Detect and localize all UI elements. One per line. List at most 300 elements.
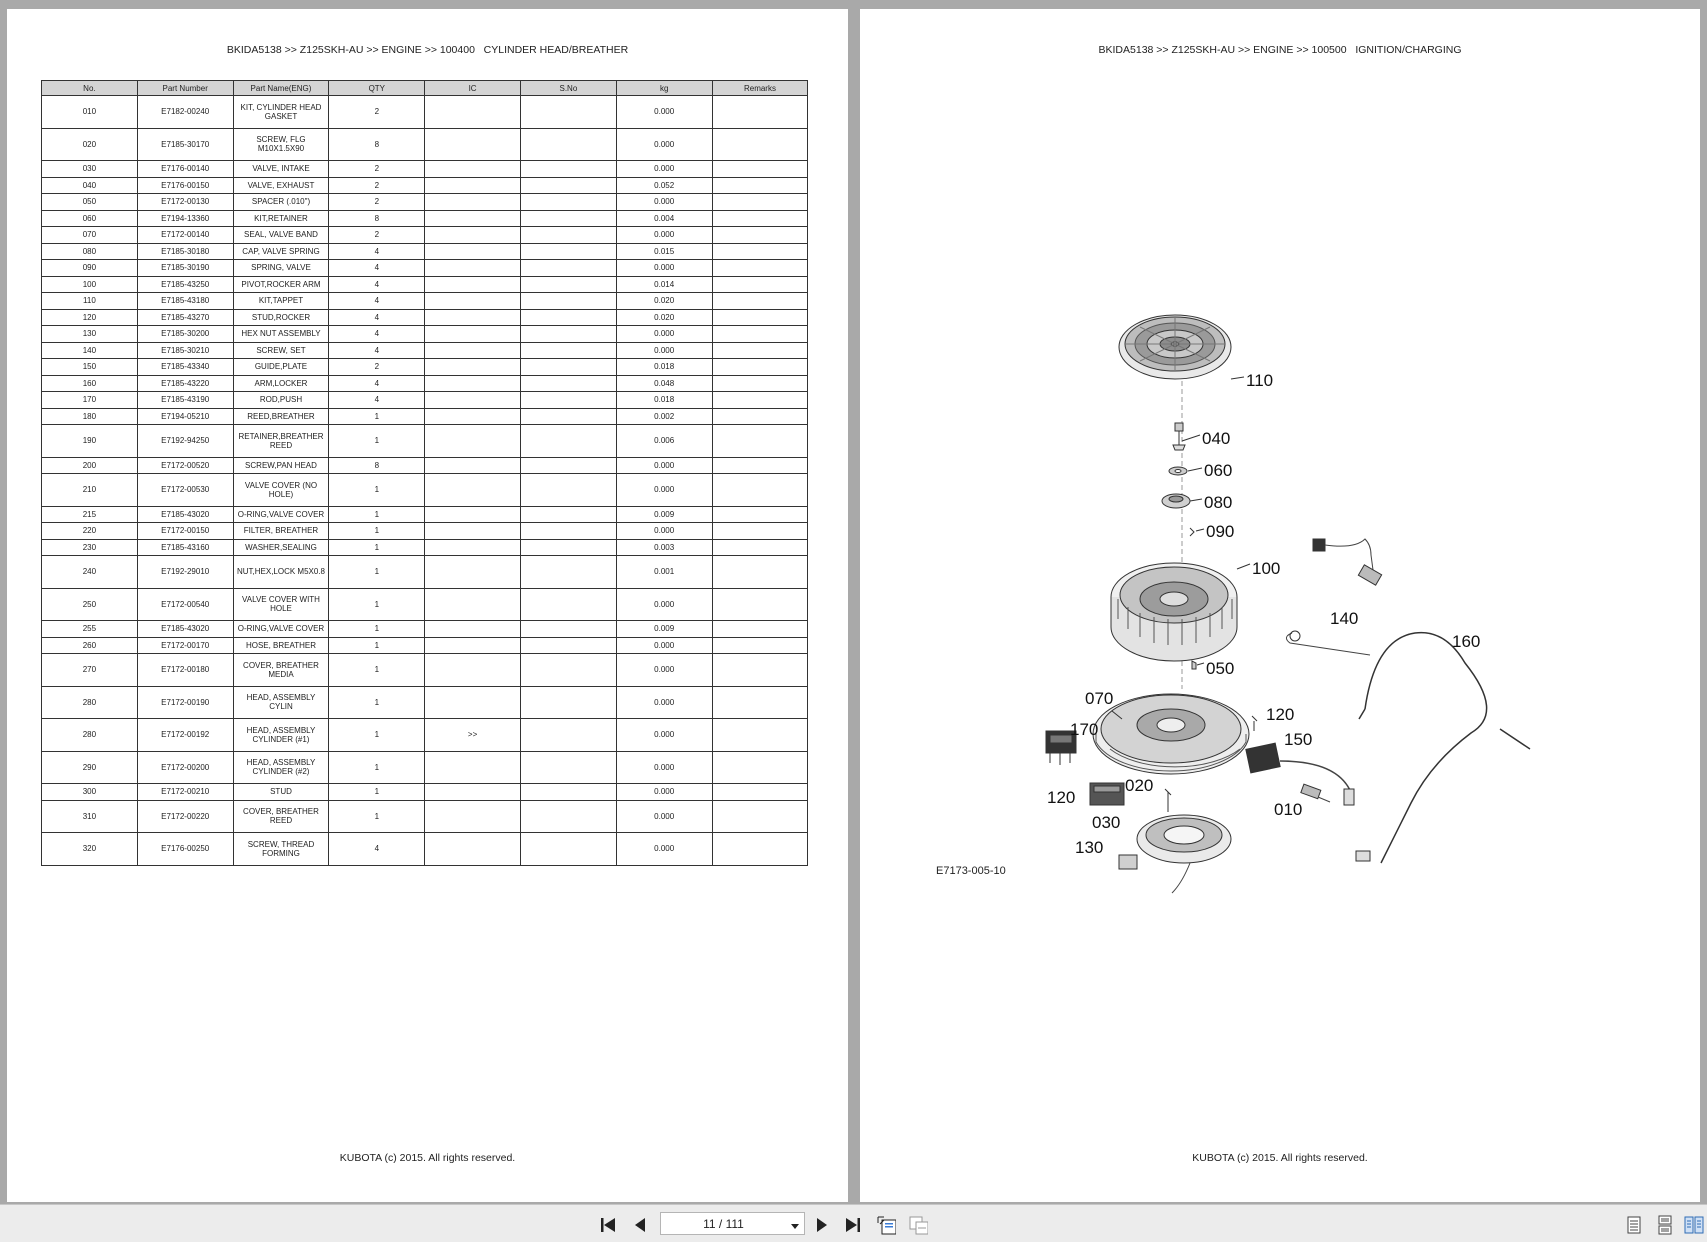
cell-weight: 0.018 xyxy=(616,359,712,376)
table-row xyxy=(42,686,808,719)
cell-qty: 1 xyxy=(329,425,425,458)
cell-sno xyxy=(520,210,616,227)
cell-part-name: HEAD, ASSEMBLY CYLINDER (#2) xyxy=(233,751,329,784)
column-header: QTY xyxy=(329,81,425,96)
cell-part-name: VALVE COVER (NO HOLE) xyxy=(233,474,329,507)
cell-weight: 0.014 xyxy=(616,276,712,293)
part-screw xyxy=(1165,789,1171,812)
cell-ic xyxy=(425,588,521,621)
table-row xyxy=(42,326,808,343)
cell-item-no: 230 xyxy=(42,539,138,556)
cell-part-number: E7176-00250 xyxy=(137,833,233,866)
cell-part-number: E7185-43220 xyxy=(137,375,233,392)
cell-weight: 0.000 xyxy=(616,326,712,343)
cell-part-name: VALVE COVER WITH HOLE xyxy=(233,588,329,621)
cell-part-name: NUT,HEX,LOCK M5X0.8 xyxy=(233,556,329,589)
cell-part-number: E7185-43020 xyxy=(137,621,233,638)
first-page-icon[interactable] xyxy=(598,1215,618,1235)
cell-ic xyxy=(425,751,521,784)
cell-sno xyxy=(520,506,616,523)
cell-part-number: E7185-43020 xyxy=(137,506,233,523)
cell-item-no: 310 xyxy=(42,800,138,833)
cell-weight: 0.000 xyxy=(616,96,712,129)
cell-qty: 1 xyxy=(329,686,425,719)
cell-remarks xyxy=(712,260,808,277)
cell-weight: 0.000 xyxy=(616,342,712,359)
cell-part-name: HOSE, BREATHER xyxy=(233,637,329,654)
cell-qty: 4 xyxy=(329,342,425,359)
table-row xyxy=(42,210,808,227)
callout-label: 130 xyxy=(1075,838,1104,857)
cell-weight: 0.004 xyxy=(616,210,712,227)
cell-item-no: 140 xyxy=(42,342,138,359)
table-row xyxy=(42,588,808,621)
cell-sno xyxy=(520,96,616,129)
diagram-reference-code: E7173-005-10 xyxy=(936,865,1006,877)
fit-page-icon[interactable] xyxy=(876,1215,896,1235)
cell-part-number: E7185-43160 xyxy=(137,539,233,556)
cell-part-name: RETAINER,BREATHER REED xyxy=(233,425,329,458)
cell-qty: 8 xyxy=(329,210,425,227)
cell-part-number: E7172-00180 xyxy=(137,654,233,687)
cell-remarks xyxy=(712,621,808,638)
cell-qty: 1 xyxy=(329,621,425,638)
cell-part-name: HEAD, ASSEMBLY CYLIN xyxy=(233,686,329,719)
cell-qty: 2 xyxy=(329,359,425,376)
cell-weight: 0.000 xyxy=(616,128,712,161)
cell-sno xyxy=(520,276,616,293)
cell-remarks xyxy=(712,457,808,474)
cell-remarks xyxy=(712,359,808,376)
cell-part-name: KIT,RETAINER xyxy=(233,210,329,227)
page-indicator: 11 / 111 xyxy=(703,1217,744,1231)
cell-qty: 4 xyxy=(329,293,425,310)
cell-weight: 0.000 xyxy=(616,686,712,719)
parts-table xyxy=(41,80,808,866)
cell-weight: 0.020 xyxy=(616,293,712,310)
cell-sno xyxy=(520,654,616,687)
cell-qty: 4 xyxy=(329,260,425,277)
table-row xyxy=(42,719,808,752)
table-row xyxy=(42,392,808,409)
column-header: Remarks xyxy=(712,81,808,96)
cell-qty: 1 xyxy=(329,523,425,540)
cell-sno xyxy=(520,326,616,343)
cell-ic xyxy=(425,260,521,277)
cell-sno xyxy=(520,425,616,458)
cell-part-number: E7172-00200 xyxy=(137,751,233,784)
cell-part-number: E7185-43270 xyxy=(137,309,233,326)
cell-remarks xyxy=(712,408,808,425)
table-row xyxy=(42,177,808,194)
cell-remarks xyxy=(712,227,808,244)
cell-sno xyxy=(520,474,616,507)
cell-remarks xyxy=(712,506,808,523)
part-small-clip xyxy=(1119,855,1137,869)
table-row xyxy=(42,506,808,523)
cell-weight: 0.000 xyxy=(616,588,712,621)
cell-ic xyxy=(425,309,521,326)
cell-weight: 0.009 xyxy=(616,506,712,523)
chevron-down-icon[interactable] xyxy=(790,1219,800,1233)
cell-ic xyxy=(425,276,521,293)
cell-ic: >> xyxy=(425,719,521,752)
cell-part-name: CAP, VALVE SPRING xyxy=(233,243,329,260)
cell-remarks xyxy=(712,654,808,687)
cell-part-name: ROD,PUSH xyxy=(233,392,329,409)
cell-sno xyxy=(520,408,616,425)
cell-part-number: E7194-05210 xyxy=(137,408,233,425)
cell-part-name: REED,BREATHER xyxy=(233,408,329,425)
cell-qty: 4 xyxy=(329,243,425,260)
cell-item-no: 200 xyxy=(42,457,138,474)
cell-ic xyxy=(425,621,521,638)
cell-ic xyxy=(425,96,521,129)
table-row xyxy=(42,556,808,589)
cell-qty: 4 xyxy=(329,309,425,326)
cell-qty: 4 xyxy=(329,833,425,866)
table-row xyxy=(42,408,808,425)
cell-part-name: SPRING, VALVE xyxy=(233,260,329,277)
cell-qty: 2 xyxy=(329,96,425,129)
cell-item-no: 050 xyxy=(42,194,138,211)
cell-weight: 0.000 xyxy=(616,719,712,752)
cell-ic xyxy=(425,408,521,425)
cell-qty: 1 xyxy=(329,539,425,556)
cell-part-number: E7185-43250 xyxy=(137,276,233,293)
cell-part-name: VALVE, INTAKE xyxy=(233,161,329,178)
cell-part-number: E7172-00192 xyxy=(137,719,233,752)
cell-weight: 0.000 xyxy=(616,833,712,866)
cell-ic xyxy=(425,833,521,866)
cell-qty: 1 xyxy=(329,588,425,621)
cell-qty: 1 xyxy=(329,637,425,654)
part-flywheel-nut xyxy=(1173,423,1185,450)
cell-sno xyxy=(520,784,616,801)
cell-qty: 2 xyxy=(329,227,425,244)
table-row xyxy=(42,800,808,833)
cell-remarks xyxy=(712,210,808,227)
cell-item-no: 110 xyxy=(42,293,138,310)
part-flywheel-key xyxy=(1192,661,1196,669)
cell-part-name: SPACER (.010") xyxy=(233,194,329,211)
table-row xyxy=(42,833,808,866)
cell-qty: 1 xyxy=(329,556,425,589)
cell-part-number: E7172-00150 xyxy=(137,523,233,540)
cell-remarks xyxy=(712,719,808,752)
cell-part-name: FILTER, BREATHER xyxy=(233,523,329,540)
cell-remarks xyxy=(712,96,808,129)
cell-remarks xyxy=(712,161,808,178)
cell-weight: 0.000 xyxy=(616,227,712,244)
cell-weight: 0.009 xyxy=(616,621,712,638)
cell-item-no: 210 xyxy=(42,474,138,507)
cell-part-number: E7172-00530 xyxy=(137,474,233,507)
cell-remarks xyxy=(712,523,808,540)
cell-weight: 0.002 xyxy=(616,408,712,425)
cell-item-no: 280 xyxy=(42,719,138,752)
part-ignition-coil xyxy=(1246,743,1354,805)
two-page-view-icon[interactable] xyxy=(1684,1215,1704,1235)
cell-sno xyxy=(520,751,616,784)
table-row xyxy=(42,227,808,244)
column-header: No. xyxy=(42,81,138,96)
cell-sno xyxy=(520,260,616,277)
cell-ic xyxy=(425,359,521,376)
cell-remarks xyxy=(712,751,808,784)
cell-part-number: E7192-94250 xyxy=(137,425,233,458)
cell-weight: 0.000 xyxy=(616,194,712,211)
cell-item-no: 190 xyxy=(42,425,138,458)
callout-label: 120 xyxy=(1047,788,1076,807)
cell-ic xyxy=(425,243,521,260)
cell-remarks xyxy=(712,326,808,343)
cell-weight: 0.000 xyxy=(616,457,712,474)
cell-weight: 0.000 xyxy=(616,751,712,784)
cell-part-name: O-RING,VALVE COVER xyxy=(233,506,329,523)
cell-item-no: 280 xyxy=(42,686,138,719)
cell-weight: 0.015 xyxy=(616,243,712,260)
cell-weight: 0.048 xyxy=(616,375,712,392)
cell-ic xyxy=(425,194,521,211)
cell-item-no: 170 xyxy=(42,392,138,409)
table-row xyxy=(42,751,808,784)
callout-label: 060 xyxy=(1204,461,1233,480)
table-row xyxy=(42,359,808,376)
cell-part-name: KIT,TAPPET xyxy=(233,293,329,310)
cell-ic xyxy=(425,523,521,540)
cell-qty: 2 xyxy=(329,161,425,178)
single-page-view-icon[interactable] xyxy=(1624,1215,1644,1235)
page-footer: KUBOTA (c) 2015. All rights reserved. xyxy=(1192,1152,1368,1164)
cell-sno xyxy=(520,375,616,392)
cell-sno xyxy=(520,833,616,866)
cell-item-no: 030 xyxy=(42,161,138,178)
table-row xyxy=(42,637,808,654)
cell-remarks xyxy=(712,588,808,621)
cell-part-name: VALVE, EXHAUST xyxy=(233,177,329,194)
cell-qty: 4 xyxy=(329,276,425,293)
part-flywheel-screen xyxy=(1119,315,1231,379)
cell-qty: 8 xyxy=(329,128,425,161)
cell-remarks xyxy=(712,539,808,556)
cell-qty: 2 xyxy=(329,194,425,211)
cell-ic xyxy=(425,425,521,458)
cell-part-name: STUD,ROCKER xyxy=(233,309,329,326)
part-stator xyxy=(1137,815,1231,893)
last-page-icon[interactable] xyxy=(843,1215,863,1235)
cell-remarks xyxy=(712,276,808,293)
table-row xyxy=(42,375,808,392)
column-header: Part Number xyxy=(137,81,233,96)
cell-part-number: E7172-00540 xyxy=(137,588,233,621)
cell-part-number: E7172-00520 xyxy=(137,457,233,474)
part-spark-plug xyxy=(1301,784,1330,802)
cell-part-number: E7194-13360 xyxy=(137,210,233,227)
cell-part-number: E7172-00190 xyxy=(137,686,233,719)
column-header: kg xyxy=(616,81,712,96)
cell-weight: 0.003 xyxy=(616,539,712,556)
cell-sno xyxy=(520,556,616,589)
cell-part-name: KIT, CYLINDER HEAD GASKET xyxy=(233,96,329,129)
cell-part-number: E7185-30170 xyxy=(137,128,233,161)
page-breadcrumb: BKIDA5138 >> Z125SKH-AU >> ENGINE >> 100500 IGNITION/CHARGING xyxy=(1098,44,1462,56)
cell-qty: 1 xyxy=(329,751,425,784)
table-row xyxy=(42,457,808,474)
cell-qty: 4 xyxy=(329,326,425,343)
cell-ic xyxy=(425,457,521,474)
cell-sno xyxy=(520,309,616,326)
cell-part-number: E7185-43180 xyxy=(137,293,233,310)
cell-item-no: 040 xyxy=(42,177,138,194)
callout-label: 090 xyxy=(1206,522,1235,541)
cell-ic xyxy=(425,392,521,409)
cell-ic xyxy=(425,375,521,392)
cell-qty: 1 xyxy=(329,784,425,801)
part-ground-wire xyxy=(1286,633,1370,655)
cell-item-no: 130 xyxy=(42,326,138,343)
cell-qty: 1 xyxy=(329,506,425,523)
cell-item-no: 250 xyxy=(42,588,138,621)
table-row xyxy=(42,621,808,638)
cell-item-no: 010 xyxy=(42,96,138,129)
callout-label: 120 xyxy=(1266,705,1295,724)
cell-part-number: E7176-00150 xyxy=(137,177,233,194)
cell-part-name: SCREW, THREAD FORMING xyxy=(233,833,329,866)
cell-part-name: GUIDE,PLATE xyxy=(233,359,329,376)
previous-page-icon[interactable] xyxy=(630,1215,650,1235)
column-header: S.No xyxy=(520,81,616,96)
cell-part-name: SEAL, VALVE BAND xyxy=(233,227,329,244)
page-breadcrumb: BKIDA5138 >> Z125SKH-AU >> ENGINE >> 100400 CYLINDER HEAD/BREATHER xyxy=(226,44,629,56)
cell-item-no: 260 xyxy=(42,637,138,654)
cell-remarks xyxy=(712,800,808,833)
cell-sno xyxy=(520,342,616,359)
table-row xyxy=(42,161,808,178)
callout-label: 140 xyxy=(1330,609,1359,628)
cell-item-no: 320 xyxy=(42,833,138,866)
cell-part-number: E7182-00240 xyxy=(137,96,233,129)
callout-label: 050 xyxy=(1206,659,1235,678)
cell-sno xyxy=(520,523,616,540)
table-row xyxy=(42,260,808,277)
cell-remarks xyxy=(712,177,808,194)
cell-part-name: HEX NUT ASSEMBLY xyxy=(233,326,329,343)
cell-weight: 0.000 xyxy=(616,784,712,801)
cell-weight: 0.000 xyxy=(616,260,712,277)
cell-remarks xyxy=(712,342,808,359)
cell-part-number: E7172-00140 xyxy=(137,227,233,244)
cell-part-name: O-RING,VALVE COVER xyxy=(233,621,329,638)
cell-qty: 1 xyxy=(329,408,425,425)
column-header: Part Name(ENG) xyxy=(233,81,329,96)
ignition-charging-exploded-diagram xyxy=(860,9,1700,1202)
cell-qty: 1 xyxy=(329,474,425,507)
cell-remarks xyxy=(712,293,808,310)
part-wire-harness xyxy=(1365,633,1487,863)
cell-weight: 0.018 xyxy=(616,392,712,409)
cell-remarks xyxy=(712,392,808,409)
table-row xyxy=(42,342,808,359)
cell-item-no: 240 xyxy=(42,556,138,589)
cell-part-number: E7176-00140 xyxy=(137,161,233,178)
cell-qty: 1 xyxy=(329,800,425,833)
next-page-icon[interactable] xyxy=(812,1215,832,1235)
cell-item-no: 070 xyxy=(42,227,138,244)
table-row xyxy=(42,539,808,556)
cell-ic xyxy=(425,800,521,833)
cell-part-number: E7185-30180 xyxy=(137,243,233,260)
cell-part-name: WASHER,SEALING xyxy=(233,539,329,556)
cell-sno xyxy=(520,243,616,260)
cell-qty: 2 xyxy=(329,177,425,194)
cell-ic xyxy=(425,539,521,556)
callout-label: 160 xyxy=(1452,632,1481,651)
cell-sno xyxy=(520,637,616,654)
table-row xyxy=(42,293,808,310)
cell-weight: 0.052 xyxy=(616,177,712,194)
table-row xyxy=(42,309,808,326)
cell-remarks xyxy=(712,243,808,260)
cell-item-no: 020 xyxy=(42,128,138,161)
cell-item-no: 180 xyxy=(42,408,138,425)
page-number-field[interactable] xyxy=(660,1212,805,1235)
callout-label: 020 xyxy=(1125,776,1154,795)
callout-label: 110 xyxy=(1246,371,1274,390)
cell-remarks xyxy=(712,128,808,161)
cell-sno xyxy=(520,392,616,409)
cell-sno xyxy=(520,621,616,638)
callout-label: 010 xyxy=(1274,800,1303,819)
cell-sno xyxy=(520,194,616,211)
cell-remarks xyxy=(712,784,808,801)
cell-qty: 8 xyxy=(329,457,425,474)
cell-part-number: E7185-30200 xyxy=(137,326,233,343)
cell-sno xyxy=(520,177,616,194)
callout-label: 030 xyxy=(1092,813,1121,832)
cell-part-name: SCREW, SET xyxy=(233,342,329,359)
cell-part-number: E7172-00130 xyxy=(137,194,233,211)
cell-sno xyxy=(520,686,616,719)
cell-sno xyxy=(520,539,616,556)
cell-ic xyxy=(425,654,521,687)
cell-remarks xyxy=(712,556,808,589)
fit-width-icon[interactable] xyxy=(908,1215,928,1235)
cell-part-name: HEAD, ASSEMBLY CYLINDER (#1) xyxy=(233,719,329,752)
cell-part-number: E7172-00170 xyxy=(137,637,233,654)
cell-part-number: E7185-43340 xyxy=(137,359,233,376)
cell-ic xyxy=(425,161,521,178)
cell-weight: 0.000 xyxy=(616,800,712,833)
cell-item-no: 220 xyxy=(42,523,138,540)
callout-label: 040 xyxy=(1202,429,1231,448)
cell-ic xyxy=(425,293,521,310)
cell-sno xyxy=(520,293,616,310)
continuous-view-icon[interactable] xyxy=(1655,1215,1675,1235)
table-row xyxy=(42,276,808,293)
cell-ic xyxy=(425,128,521,161)
cell-qty: 4 xyxy=(329,392,425,409)
cell-ic xyxy=(425,637,521,654)
cell-part-number: E7192-29010 xyxy=(137,556,233,589)
cell-sno xyxy=(520,588,616,621)
cell-part-name: PIVOT,ROCKER ARM xyxy=(233,276,329,293)
cell-weight: 0.020 xyxy=(616,309,712,326)
cell-item-no: 160 xyxy=(42,375,138,392)
cell-item-no: 255 xyxy=(42,621,138,638)
cell-ic xyxy=(425,326,521,343)
table-row xyxy=(42,128,808,161)
